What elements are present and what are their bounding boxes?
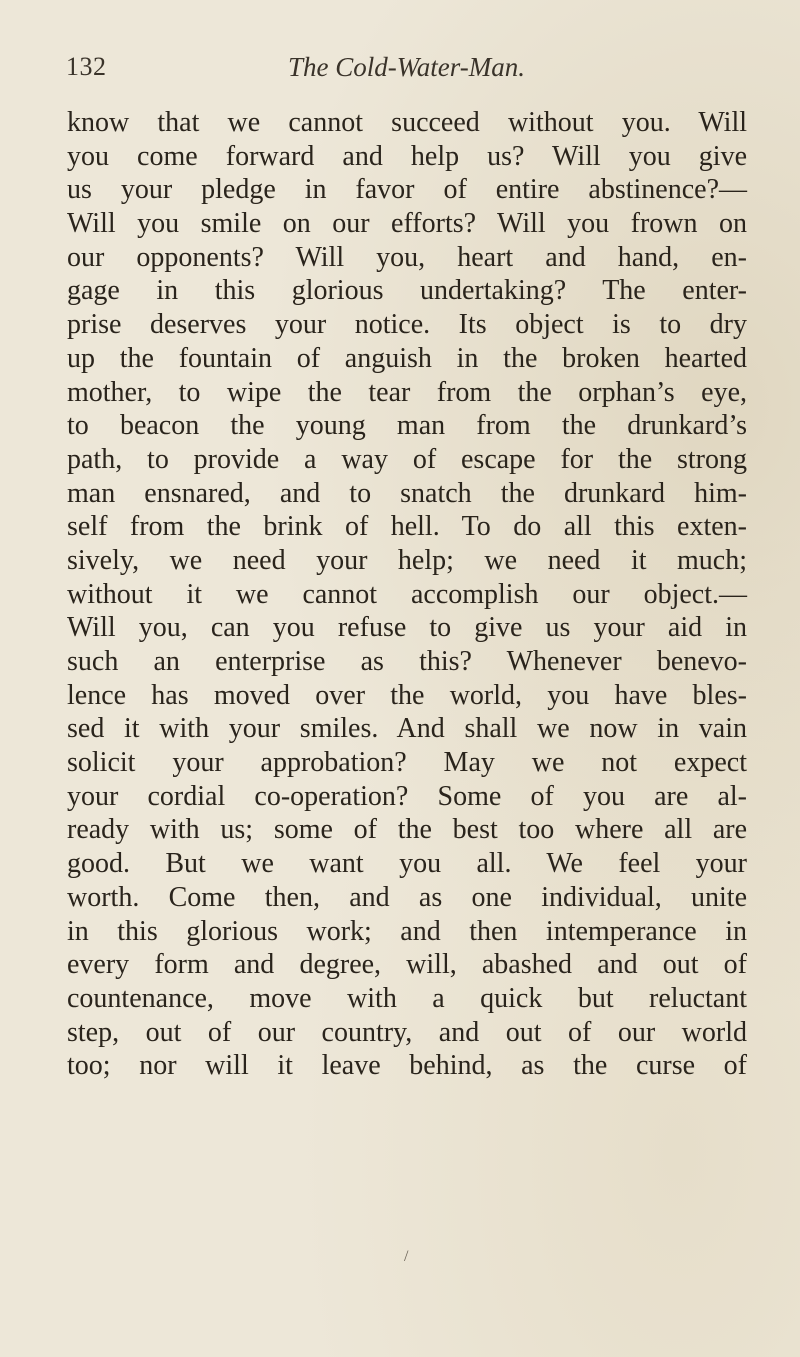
text-line: mother, to wipe the tear from the orphan’s eye, [67, 376, 747, 408]
text-line: sively, we need your help; we need it much; [67, 544, 747, 576]
text-line: your cordial co-operation? Some of you are al- [67, 780, 747, 812]
text-line: self from the brink of hell. To do all this exten- [67, 511, 747, 543]
text-line: our opponents? Will you, heart and hand, en- [67, 241, 747, 273]
text-line: without it we cannot accomplish our object.— [67, 578, 747, 610]
body-text [67, 106, 747, 1083]
text-line: solicit your approbation? May we not expect [67, 747, 747, 779]
text-line: Will you smile on our efforts? Will you frown on [67, 208, 747, 240]
text-line: in this glorious work; and then intemperance in [67, 915, 747, 947]
text-line: worth. Come then, and as one individual, unite [67, 881, 747, 913]
text-line: prise deserves your notice. Its object is to dry [67, 309, 747, 341]
text-line: good. But we want you all. We feel your [67, 848, 747, 880]
text-line: every form and degree, will, abashed and out of [67, 949, 747, 981]
page-header [66, 52, 740, 92]
text-line: up the fountain of anguish in the broken hearted [67, 342, 747, 374]
text-line: too; nor will it leave behind, as the curse of [67, 1050, 747, 1082]
text-line: lence has moved over the world, you have bles- [67, 679, 747, 711]
text-line: ready with us; some of the best too where all are [67, 814, 747, 846]
text-line: path, to provide a way of escape for the strong [67, 443, 747, 475]
text-line: step, out of our country, and out of our world [67, 1016, 747, 1048]
text-line: us your pledge in favor of entire abstinence?— [67, 174, 747, 206]
page-number: 132 [66, 52, 107, 81]
text-line: to beacon the young man from the drunkard’s [67, 410, 747, 442]
text-line: such an enterprise as this? Whenever benevo- [67, 646, 747, 677]
text-line: countenance, move with a quick but reluctant [67, 982, 747, 1014]
text-line: know that we cannot succeed without you. Will [67, 107, 747, 138]
running-title: The Cold-Water-Man. [288, 52, 525, 82]
text-line: gage in this glorious undertaking? The enter- [67, 275, 747, 307]
text-line: you come forward and help us? Will you give [67, 140, 747, 172]
text-line: sed it with your smiles. And shall we now in vain [67, 713, 747, 745]
text-line: man ensnared, and to snatch the drunkard him- [67, 477, 747, 509]
text-line: Will you, can you refuse to give us your aid in [67, 612, 747, 644]
footer-mark: / [404, 1248, 409, 1265]
